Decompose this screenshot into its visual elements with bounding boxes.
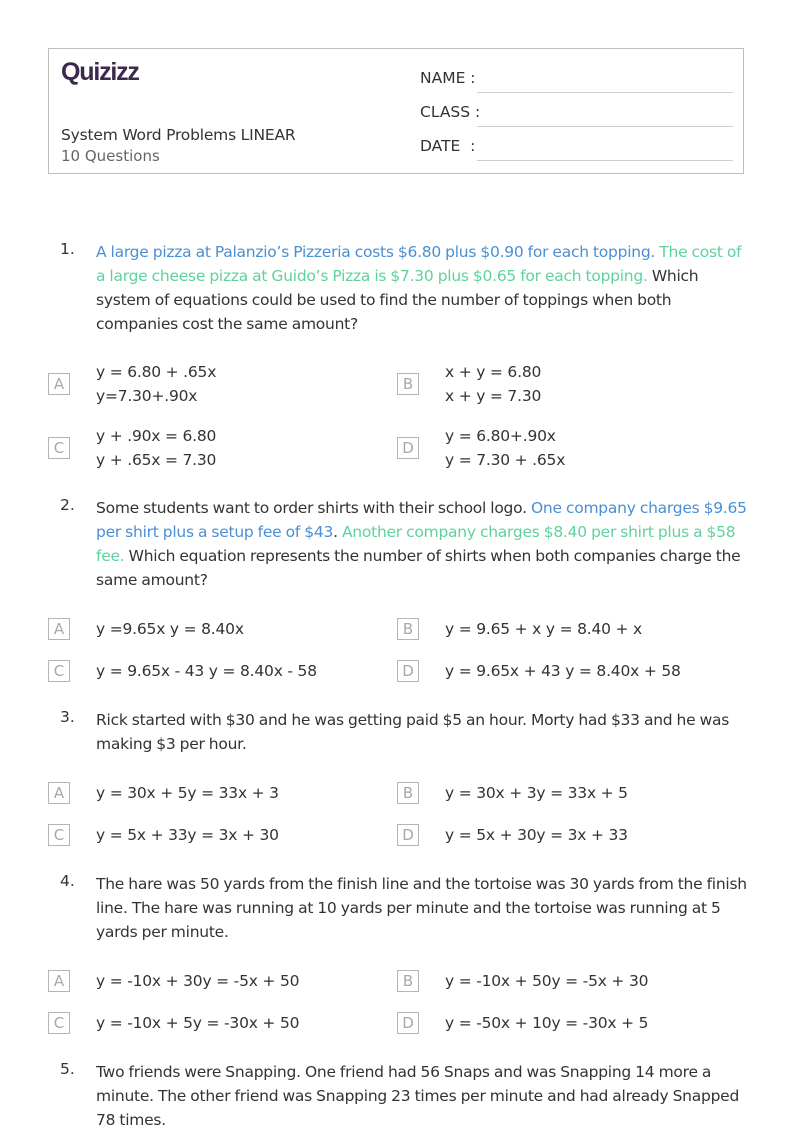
option-b-checkbox[interactable]: B <box>397 618 419 640</box>
question-number: 3. <box>60 708 75 726</box>
class-field[interactable] <box>420 101 733 125</box>
option-d-checkbox[interactable]: D <box>397 660 419 682</box>
option-a-checkbox[interactable]: A <box>48 970 70 992</box>
option-a-checkbox[interactable]: A <box>48 618 70 640</box>
class-label: CLASS : <box>420 103 481 121</box>
option-a-text: y =9.65x y = 8.40x <box>96 620 244 638</box>
option-c-checkbox[interactable]: C <box>48 660 70 682</box>
name-label: NAME : <box>420 69 476 87</box>
option-b-checkbox[interactable]: B <box>397 782 419 804</box>
class-line[interactable] <box>477 126 733 127</box>
question-text-segment: The cost of a large cheese pizza at Guido’s Pizza is $7.30 plus $0.65 for each topping. <box>96 243 742 285</box>
question-text-segment: A large pizza at Palanzio’s Pizzeria costs $6.80 plus $0.90 for each topping. <box>96 243 660 261</box>
question-number: 5. <box>60 1060 75 1078</box>
option-d-text: y = 7.30 + .65x <box>445 451 566 469</box>
option-d-checkbox[interactable]: D <box>397 437 419 459</box>
question-text-segment: . <box>333 523 342 541</box>
question-number: 4. <box>60 872 75 890</box>
option-c-checkbox[interactable]: C <box>48 437 70 459</box>
option-d-text: y = -50x + 10y = -30x + 5 <box>445 1014 649 1032</box>
option-a-checkbox[interactable]: A <box>48 782 70 804</box>
question-text-segment: One company charges $9.65 per shirt plus a setup fee of $43 <box>96 499 747 541</box>
question-text <box>96 708 748 756</box>
date-line[interactable] <box>477 160 733 161</box>
question-text <box>96 240 748 336</box>
option-d-text: y = 5x + 30y = 3x + 33 <box>445 826 628 844</box>
option-d-checkbox[interactable]: D <box>397 824 419 846</box>
question-text <box>96 496 748 592</box>
worksheet-title: System Word Problems LINEAR <box>61 126 296 144</box>
question-text <box>96 872 748 944</box>
option-b-text: y = -10x + 50y = -5x + 30 <box>445 972 649 990</box>
brand-text: Quizizz <box>61 58 139 86</box>
option-b-text: y = 30x + 3y = 33x + 5 <box>445 784 628 802</box>
option-a-checkbox[interactable]: A <box>48 373 70 395</box>
option-d-checkbox[interactable]: D <box>397 1012 419 1034</box>
name-field[interactable] <box>420 67 733 91</box>
question-number: 1. <box>60 240 75 258</box>
option-b-text: x + y = 6.80 <box>445 363 542 381</box>
option-a-text: y = 30x + 5y = 33x + 3 <box>96 784 279 802</box>
option-a-text: y = 6.80 + .65x <box>96 363 217 381</box>
question-text-segment: Another company charges $8.40 per shirt plus a $58 fee. <box>96 523 736 565</box>
date-label: DATE : <box>420 137 476 155</box>
option-c-text: y = 5x + 33y = 3x + 30 <box>96 826 279 844</box>
option-b-text: y = 9.65 + x y = 8.40 + x <box>445 620 643 638</box>
option-c-checkbox[interactable]: C <box>48 1012 70 1034</box>
option-d-text: y = 9.65x + 43 y = 8.40x + 58 <box>445 662 681 680</box>
option-c-text: y + .90x = 6.80 <box>96 427 217 445</box>
question-text <box>96 1060 748 1132</box>
question-text-segment: Which system of equations could be used to find the number of toppings when both companies cost the same amount? <box>96 267 699 333</box>
question-text-segment: Which equation represents the number of shirts when both companies charge the same amount? <box>96 547 741 589</box>
option-c-text: y = -10x + 5y = -30x + 50 <box>96 1014 300 1032</box>
option-c-text: y + .65x = 7.30 <box>96 451 217 469</box>
option-a-text: y=7.30+.90x <box>96 387 198 405</box>
option-a-text: y = -10x + 30y = -5x + 50 <box>96 972 300 990</box>
option-c-text: y = 9.65x - 43 y = 8.40x - 58 <box>96 662 317 680</box>
question-number: 2. <box>60 496 75 514</box>
worksheet-header <box>48 48 744 174</box>
date-field[interactable] <box>420 135 733 159</box>
question-text-segment: Two friends were Snapping. One friend had 56 Snaps and was Snapping 14 more a minute. The other friend was Snapping 23 times per minute and had already Snapped 78 times. <box>96 1063 740 1129</box>
quizizz-logo <box>61 58 153 88</box>
question-text-segment: Some students want to order shirts with their school logo. <box>96 499 531 517</box>
option-d-text: y = 6.80+.90x <box>445 427 556 445</box>
option-b-checkbox[interactable]: B <box>397 970 419 992</box>
worksheet-subtitle: 10 Questions <box>61 147 160 165</box>
option-b-text: x + y = 7.30 <box>445 387 542 405</box>
question-text-segment: The hare was 50 yards from the finish line and the tortoise was 30 yards from the finish line. The hare was running at 10 yards per minute and the tortoise was running at 5 yards per minute. <box>96 875 747 941</box>
option-c-checkbox[interactable]: C <box>48 824 70 846</box>
question-text-segment: Rick started with $30 and he was getting paid $5 an hour. Morty had $33 and he was making $3 per hour. <box>96 711 730 753</box>
option-b-checkbox[interactable]: B <box>397 373 419 395</box>
name-line[interactable] <box>477 92 733 93</box>
